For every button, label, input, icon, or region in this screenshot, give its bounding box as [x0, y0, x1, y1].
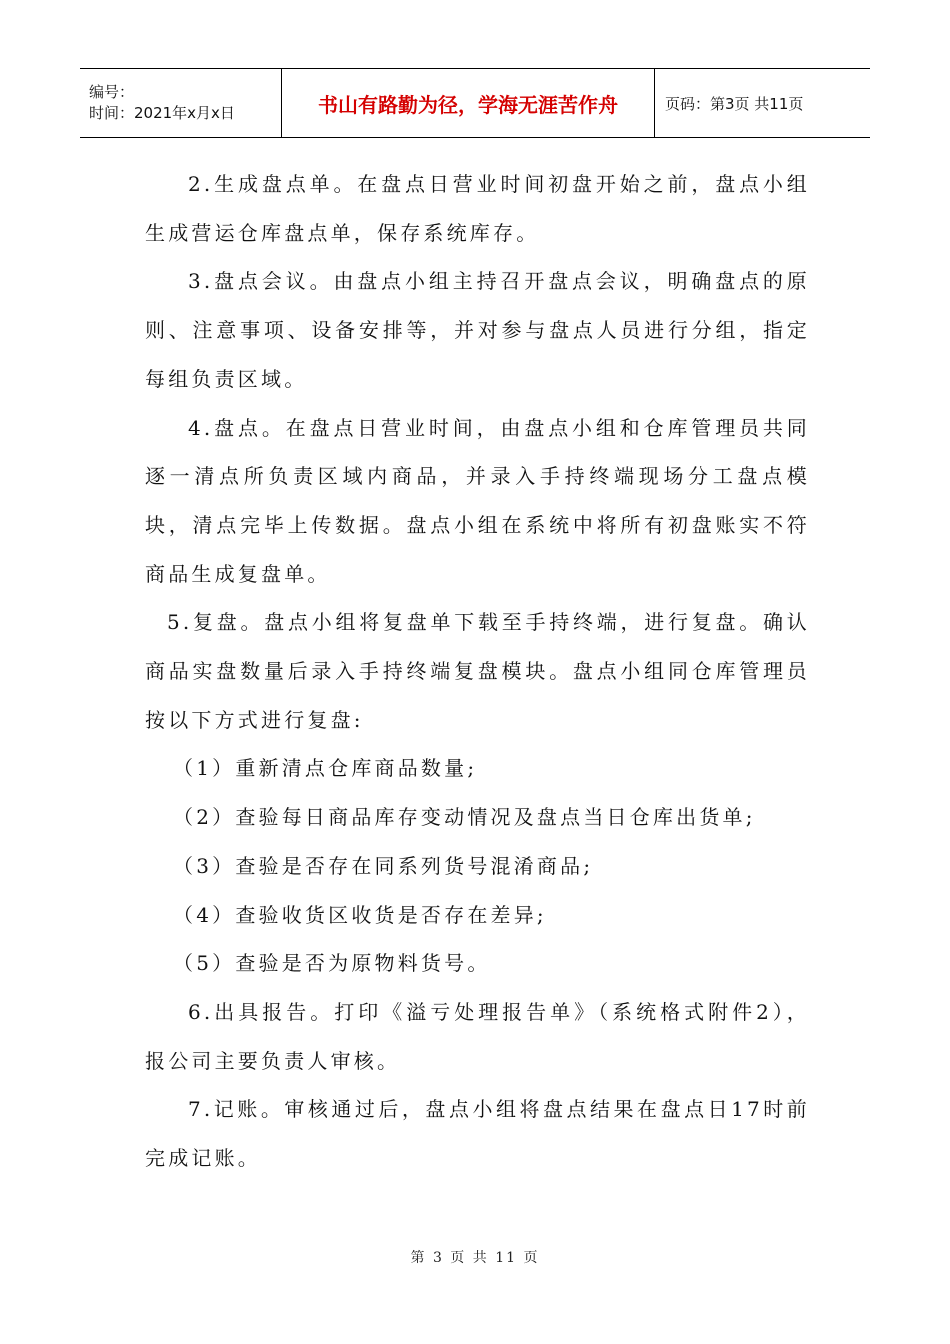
header-page-info: [655, 69, 870, 137]
list-item: （1）重新清点仓库商品数量;: [173, 756, 478, 781]
paragraph-step-6: 6.出具报告。打印《溢亏处理报告单》（系统格式附件2），报公司主要负责人审核。: [145, 999, 810, 1073]
document-number-label: 编号：: [89, 83, 135, 101]
list-item: （2）查验每日商品库存变动情况及盘点当日仓库出货单;: [173, 805, 756, 830]
page-header: [80, 68, 870, 138]
footer-page-number: 第 3 页 共 11 页: [410, 1250, 540, 1266]
list-item: （4）查验收货区收货是否存在差异;: [173, 902, 547, 927]
header-motto: [281, 69, 655, 137]
header-meta: [80, 69, 281, 137]
paragraph-step-2: 2.生成盘点单。在盘点日营业时间初盘开始之前，盘点小组生成营运仓库盘点单，保存系统库存。: [145, 172, 810, 245]
paragraph-step-7: 7.记账。审核通过后，盘点小组将盘点结果在盘点日17时前完成记账。: [145, 1097, 810, 1171]
header-page-label: 页码：第3页 共11页: [665, 94, 804, 113]
paragraph-step-3: 3.盘点会议。由盘点小组主持召开盘点会议，明确盘点的原则、注意事项、设备安排等，并对参与盘点人员进行分组，指定每组负责区域。: [145, 269, 810, 391]
motto-text: 书山有路勤为径，学海无涯苦作舟: [318, 92, 618, 117]
page-footer: [0, 1247, 950, 1267]
paragraph-step-5: 5.复盘。盘点小组将复盘单下载至手持终端，进行复盘。确认商品实盘数量后录入手持终端复盘模块。盘点小组同仓库管理员按以下方式进行复盘:: [145, 610, 810, 732]
document-body: [145, 160, 810, 1183]
list-item: （5）查验是否为原物料货号。: [173, 951, 491, 976]
paragraph-step-4: 4.盘点。在盘点日营业时间，由盘点小组和仓库管理员共同逐一清点所负责区域内商品，并录入手持终端现场分工盘点模块，清点完毕上传数据。盘点小组在系统中将所有初盘账实不符商品生成复盘单。: [145, 415, 810, 586]
list-item: （3）查验是否存在同系列货号混淆商品;: [173, 853, 594, 878]
document-date-label: 时间：2021年x月x日: [89, 104, 235, 122]
